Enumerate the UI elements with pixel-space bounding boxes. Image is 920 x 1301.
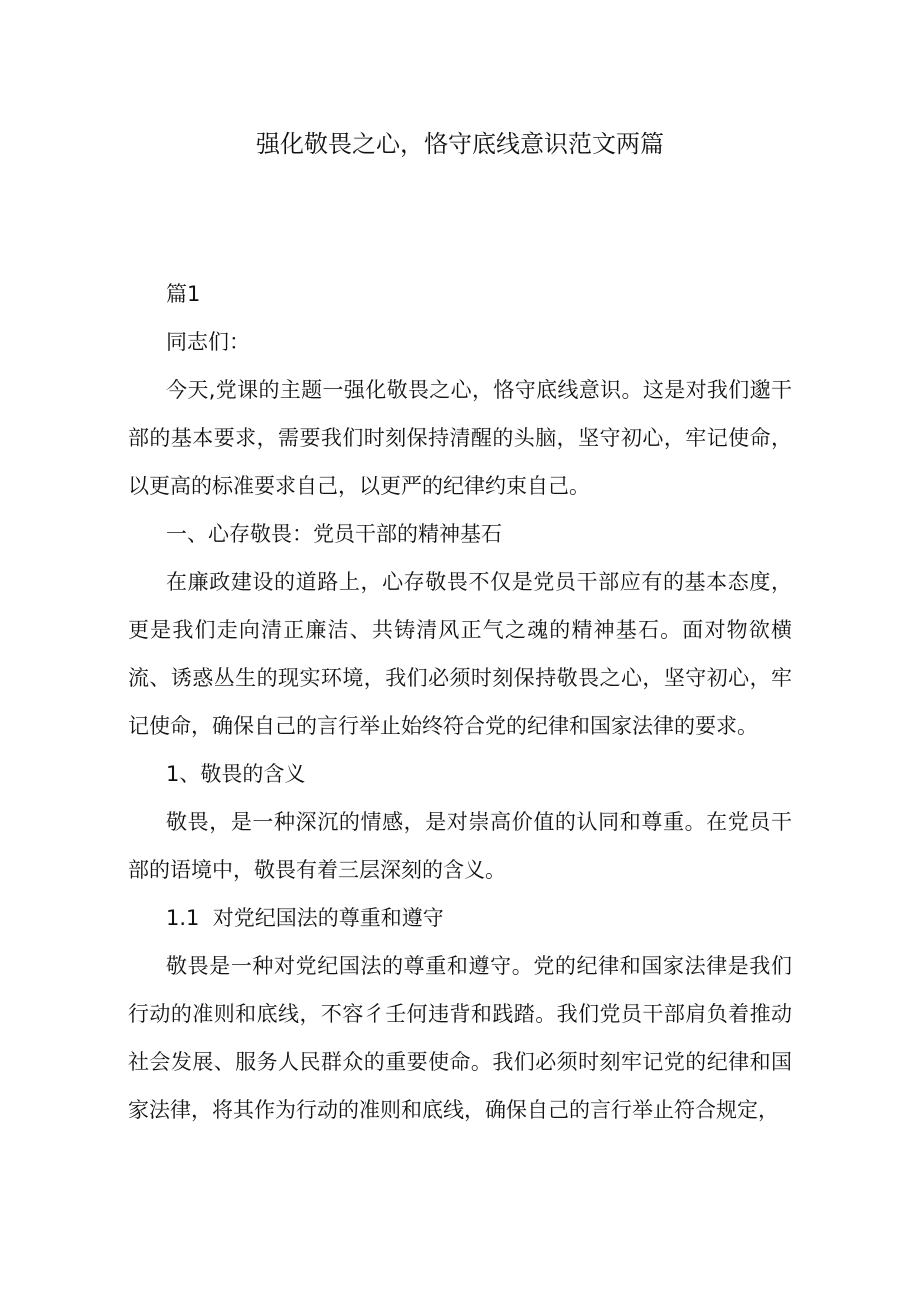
document-body <box>128 270 792 1134</box>
salutation: 同志们： <box>166 330 250 354</box>
body-paragraph: 敬畏是一种对党纪国法的尊重和遵守。党的纪律和国家法律是我们行动的准则和底线，不容彳壬何违背和践踏。我们党员干部肩负着推动社会发展、服务人民群众的重要使命。我们必须时刻牢记党的纪律和国家法律，将其作为行动的准则和底线，确保自己的言行举止符合规定， <box>128 954 792 1122</box>
heading-level-1: 一、心存敬畏：党员干部的精神基石 <box>166 522 502 546</box>
body-paragraph: 敬畏，是一种深沉的情感，是对崇高价值的认同和尊重。在党员干部的语境中，敬畏有着三层深刻的含义。 <box>128 810 792 882</box>
body-paragraph: 在廉政建设的道路上，心存敬畏不仅是党员干部应有的基本态度，更是我们走向清正廉洁、共铸清风正气之魂的精神基石。面对物欲横流、诱惑丛生的现实环境，我们必须时刻保持敬畏之心，坚守初心，牢记使命，确保自己的言行举止始终符合党的纪律和国家法律的要求。 <box>128 570 792 738</box>
intro-paragraph: 今天,党课的主题一强化敬畏之心，恪守底线意识。这是对我们邈干部的基本要求，需要我们时刻保持清醒的头脑，坚守初心，牢记使命，以更高的标准要求自己，以更严的纪律约束自己。 <box>128 378 792 498</box>
document-title: 强化敬畏之心，恪守底线意识范文两篇 <box>256 130 664 158</box>
heading-level-2: 1、敬畏的含义 <box>166 762 306 786</box>
heading-level-3: 1.1 对党纪国法的尊重和遵守 <box>166 906 444 930</box>
section-label: 篇1 <box>166 282 201 306</box>
